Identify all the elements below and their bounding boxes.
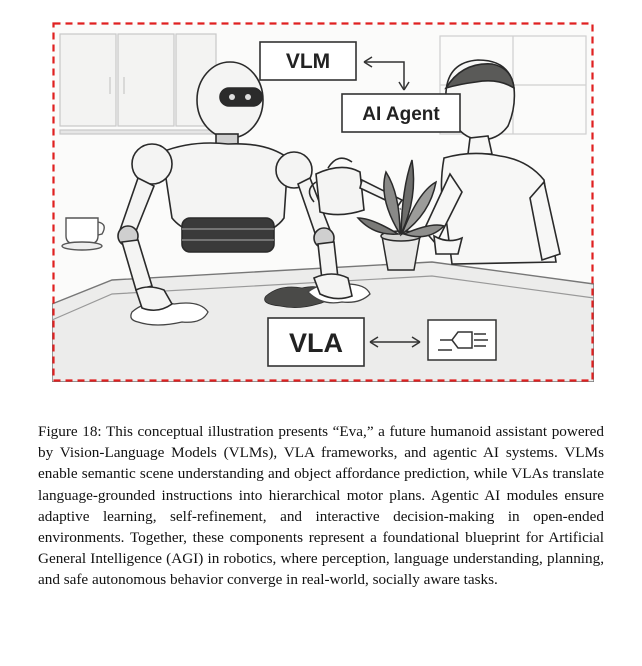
figure-caption [38,421,604,591]
ai-agent-box [342,94,460,132]
vlm-label: VLM [285,50,331,73]
vla-box [268,318,364,366]
caption-text: This conceptual illustration presents “Eva,” a future humanoid assistant powered by Vision-Language Models (VLMs), VLA frameworks, and agentic AI systems. VLMs enable semantic scene understanding and object affordance prediction, while VLAs translate language-grounded instructions into hierarchical motor plans. Agentic AI modules ensure adaptive learning, self-refinement, and interactive decision-making in open-ended environments. Together, these components represent a foundational blueprint for Artificial General Intelligence (AGI) in robotics, where perception, language understanding, planning, and safe autonomous behavior converge in real-world, socially aware tasks. [38,423,604,589]
caption-label: Figure 18: [38,423,102,440]
coffee-cup [62,218,104,250]
caption-paragraph [38,421,604,591]
vlm-box [260,42,356,80]
illustration-svg [52,22,594,382]
figure-illustration [52,22,594,382]
vla-label: VLA [289,328,343,358]
kitchen-cabinets [60,34,216,134]
actuator-icon [428,320,496,360]
ai-agent-label: AI Agent [362,104,440,125]
